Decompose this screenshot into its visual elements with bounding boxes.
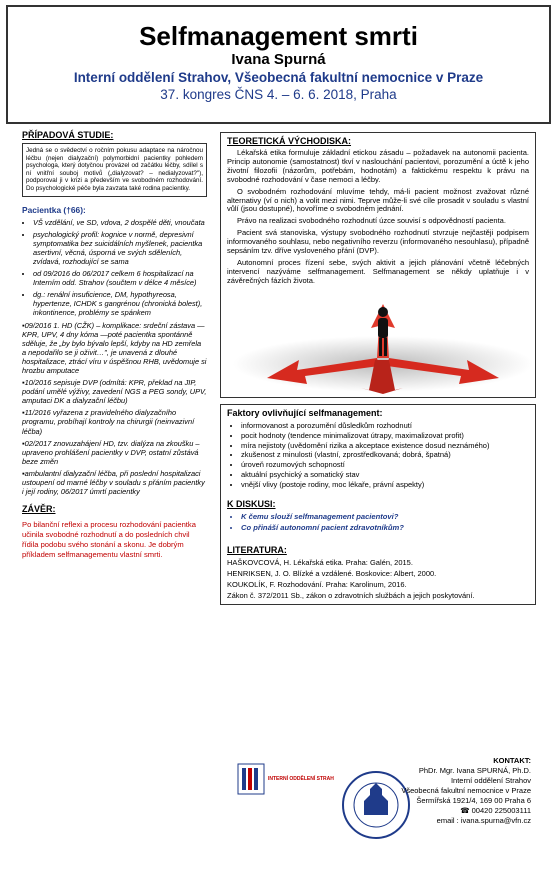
author-name: Ivana Spurná bbox=[231, 51, 326, 68]
timeline-item: ▪09/2016 1. HD (CŽK) – komplikace: srdeční zástava —KPR, UPV, 4 dny kóma —poté pacientka spontánně sděluje, že „by bylo bývalo lepší, kdyby na HD zemřela a nepodařilo se ji oživit…", je unavená z dlouhé hospitalizace, ztrácí víru v úspěšnou RHB, uvědomuje si hrozbu amputace bbox=[22, 320, 207, 375]
contact-title: KONTAKT: bbox=[493, 756, 531, 765]
literature-item: KOUKOLÍK, F. Rozhodování. Praha: Karolinum, 2016. bbox=[227, 580, 407, 590]
contact-line: Šermířská 1921/4, 169 00 Praha 6 bbox=[416, 796, 531, 805]
right-column bbox=[220, 132, 536, 605]
conference: 37. kongres ČNS 4. – 6. 6. 2018, Praha bbox=[160, 87, 397, 102]
poster-header bbox=[6, 5, 551, 124]
factor-item: • aktuální psychický a somatický stav bbox=[241, 470, 529, 480]
factor-item: • pocit hodnoty (tendence minimalizovat útrapy, maximalizovat profit) bbox=[241, 431, 529, 441]
factors-list bbox=[227, 421, 529, 490]
institution: Interní oddělení Strahov, Všeobecná fakultní nemocnice v Praze bbox=[73, 70, 484, 85]
timeline-item: ▪02/2017 znovuzahájení HD, tzv. dialýza na zkoušku – upraveno prohlášení pacientky v DVP, ostatní zůstává beze změn bbox=[22, 438, 200, 466]
crossroads-arrows-icon bbox=[227, 286, 543, 394]
factor-item: • informovanost a porozumění důsledkům rozhodnutí bbox=[241, 421, 529, 431]
theory-paragraph: O svobodném rozhodování mluvíme tehdy, má-li pacient možnost zvažovat různé alternativy (ví o nich) a volit mezi nimi. Teprve může-li své cíle prosadit v souladu s vlastní vůlí (jsou dostupné), hovoříme o svobodném jednání. bbox=[227, 186, 529, 214]
literature-item: HAŠKOVCOVÁ, H. Lékařská etika. Praha: Galén, 2015. bbox=[227, 558, 413, 568]
crossroads-illustration bbox=[227, 286, 543, 394]
literature-title: LITERATURA: bbox=[227, 545, 287, 556]
timeline-item: ▪10/2016 sepisuje DVP (odmítá: KPR, překlad na JIP, podání umělé výživy, zavedení NGS a PEG sondy, UPV, amputaci DK a dialyzační léčbu) bbox=[22, 378, 207, 406]
factor-item: • úroveň rozumových schopností bbox=[241, 460, 529, 470]
contact-line: Interní oddělení Strahov bbox=[450, 776, 531, 785]
theory-title: TEORETICKÁ VÝCHODISKA: bbox=[227, 136, 352, 146]
strahov-logo-text: INTERNÍ ODDĚLENÍ STRAHOV bbox=[268, 776, 334, 782]
contact-line: Všeobecná fakultní nemocnice v Praze bbox=[401, 786, 531, 795]
timeline bbox=[22, 321, 207, 497]
timeline-item: ▪11/2016 vyřazena z pravidelného dialyzačního programu, probíhají kontroly na chirurgii (neinvazivní léčba) bbox=[22, 408, 195, 436]
contact-line: email : ivana.spurna@vfn.cz bbox=[436, 816, 531, 825]
case-study-title: PŘÍPADOVÁ STUDIE: bbox=[22, 130, 114, 140]
theory-box bbox=[220, 132, 536, 398]
factor-item: • zkušenost z minulosti (vlastní, zprostředkovaná; dobrá, špatná) bbox=[241, 450, 529, 460]
theory-paragraph: Pacient svá stanoviska, výstupy svobodného rozhodnutí stvrzuje nejčastěji podpisem informovaného souhlasu, nebo negativního reverzu (informovaného nesouhlasu), případně sepsáním tzv. dříve vysloveného přání (DVP). bbox=[227, 228, 529, 256]
patient-list bbox=[22, 218, 207, 318]
timeline-item: ▪ambulantní dialyzační léčba, při poslední hospitalizaci ustoupení od marné léčby v souladu s přáním pacientky i její rodiny, 06/2017 úmrtí pacientky bbox=[22, 468, 205, 497]
discussion-list bbox=[227, 512, 529, 533]
literature-item: HENRIKSEN, J. O. Blízké a vzdálené. Boskovice: Albert, 2000. bbox=[227, 569, 437, 579]
conclusion-text: Po bilanční reflexi a procesu rozhodování pacientka učinila svobodné rozhodnutí a do posledních chvil řídila podobu svého stonání a skonu. Je dobrým příkladem selfmanagementu vlastní smrti. bbox=[22, 520, 196, 560]
theory-paragraph: Lékařská etika formuluje základní etickou zásadu – požadavek na autonomii pacienta. Princip autonomie (samostatnost) tkví v naslouchání pacientovi, porozumění a úctě k jeho životní filozofii (názorům, potřebám, hodnotám) a faktickému respektu k právu na svobodné rozhodování v čase nemoci a léčby. bbox=[227, 148, 529, 184]
patient-title: Pacientka (†66): bbox=[22, 204, 86, 215]
poster-title: Selfmanagement smrti bbox=[139, 21, 418, 51]
literature-list bbox=[227, 557, 529, 601]
discussion-title: K DISKUSI: bbox=[227, 499, 276, 510]
factors-title: Faktory ovlivňující selfmanagement: bbox=[227, 407, 383, 418]
factor-item: • míra nejistoty (uvědomění rizika a akceptace existence dosud neznámého) bbox=[241, 441, 529, 451]
patient-item: • VŠ vzdělání, ve SD, vdova, 2 dospělé děti, vnoučata bbox=[33, 218, 207, 227]
discussion-item: • Co přináší autonomní pacient zdravotníkům? bbox=[241, 523, 529, 534]
literature-item: Zákon č. 372/2011 Sb., zákon o zdravotních službách a jejich poskytování. bbox=[227, 591, 475, 601]
theory-paragraph: Právo na realizaci svobodného rozhodnutí úzce souvisí s odpovědností pacienta. bbox=[237, 216, 506, 226]
strahov-logo-icon bbox=[234, 760, 334, 808]
patient-item: • dg.: renální insuficience, DM, hypothyreosa, hypertenze, ICHDK s gangrénou (chronická bolest), inkontinence, problémy se spánkem bbox=[33, 290, 207, 317]
patient-item: • od 09/2016 do 06/2017 celkem 6 hospitalizací na Interním odd. Strahov (součtem v délce 4 měsíce) bbox=[33, 269, 207, 287]
theory-paragraph: Autonomní proces řízení sebe, svých aktivit a jejich plánování včetně léčebných intervencí nazýváme selfmanagement. Selfmanagement se někdy uplatňuje i v závěrečných fázích života. bbox=[227, 257, 529, 285]
contact-line: ☎ 00420 225003111 bbox=[460, 806, 531, 815]
contact-block bbox=[321, 756, 531, 826]
case-study-box: Jedná se o svědectví o ročním pokusu adaptace na náročnou léčbu (nejen dialyzační) polymorbidní pacientky pohledem psychologa, který dotyčnou provázel od začátku léčby, sdílel s ní vnitřní souboj motivů („dialyzovat? – nedialyzovat?"), podporoval ji v krizi a především ve svobodném rozhodování. Do psychologické péče byla zavzata také rodina pacientky. bbox=[22, 143, 207, 197]
factor-item: • vnější vlivy (postoje rodiny, moc lékaře, právní aspekty) bbox=[241, 480, 529, 490]
conclusion-title: ZÁVĚR: bbox=[22, 504, 56, 515]
strahov-logo bbox=[234, 760, 334, 808]
contact-line: PhDr. Mgr. Ivana SPURNÁ, Ph.D. bbox=[418, 766, 531, 775]
patient-item: • psychologický profil: kognice v normě, depresivní symptomatika bez suicidálních myšlenek, pacientka asertivní, věcná, úsporná ve svých sděleních, zvídavá, rozhodující se sama bbox=[33, 230, 207, 266]
discussion-item: • K čemu slouží selfmanagement pacientovi? bbox=[241, 512, 529, 523]
left-column bbox=[22, 130, 207, 560]
factors-box bbox=[220, 404, 536, 605]
